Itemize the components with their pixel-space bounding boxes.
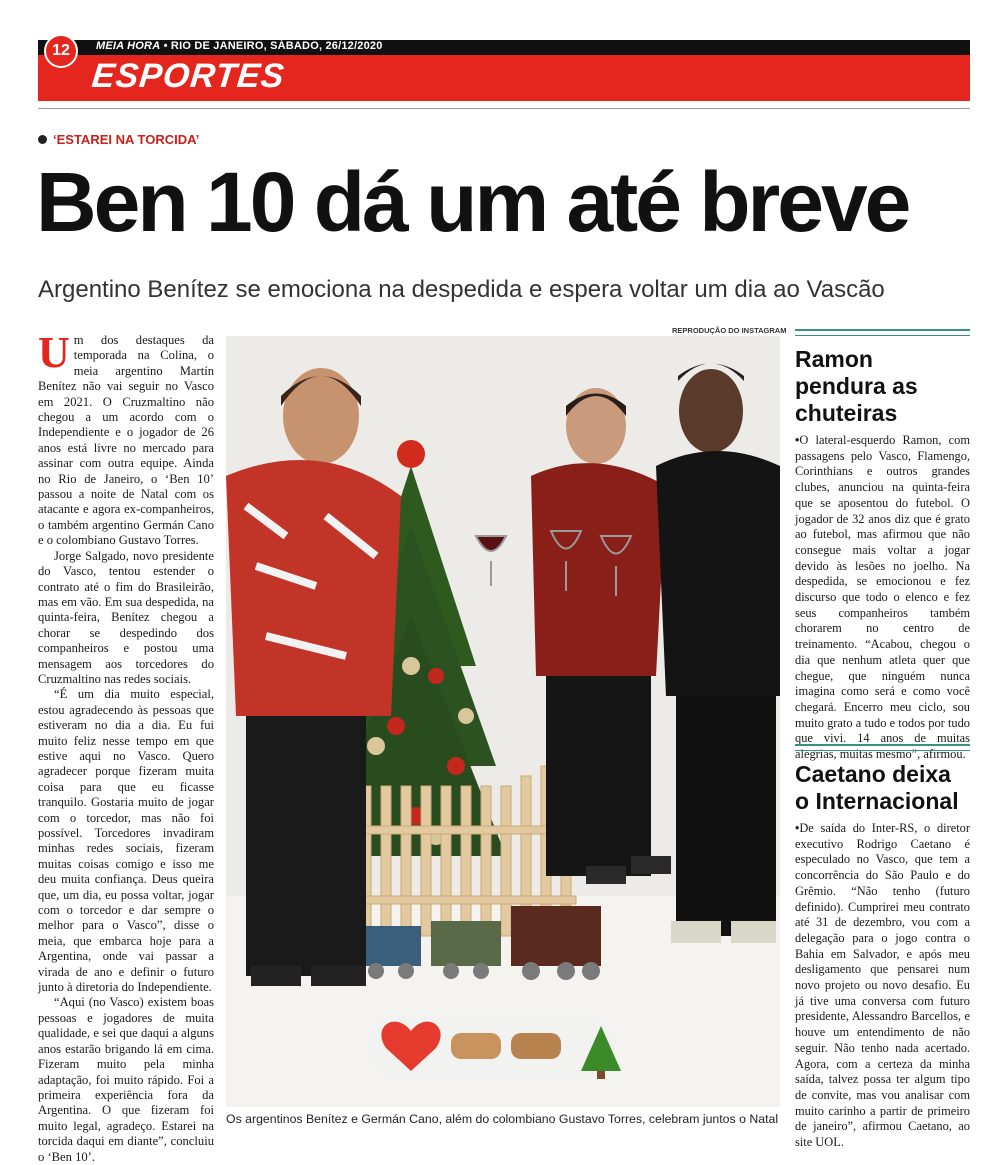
subheadline: Argentino Benítez se emociona na despedida e espera voltar um dia ao Vascão: [38, 276, 885, 303]
page-number: 12: [44, 34, 78, 68]
brand-name: MEIA HORA: [96, 40, 161, 52]
christmas-photo-illustration: [226, 336, 780, 1107]
article-photo: [226, 336, 780, 1107]
headline: Ben 10 dá um até breve: [36, 155, 909, 249]
section-rule: [795, 744, 970, 751]
section-title: ESPORTES: [90, 57, 287, 95]
sidebar-story-ramon: [795, 329, 970, 763]
bullet-icon: [38, 135, 47, 144]
sidebar-title: Caetano deixa o Internacional: [795, 761, 959, 814]
paragraph: “Aqui (no Vasco) existem boas pessoas e jogadores de muita qualidade, e sei que daqui a alguns anos estarão brigando lá em cima. Fizeram muito pela minha adaptação, foi muito rápido. Foi a primeira experiência fora da Argentina. O que fizeram foi muito legal, agradeço. Estarei na torcida daqui em diante”, concluiu o ‘Ben 10’.: [38, 995, 214, 1164]
photo-credit: REPRODUÇÃO DO INSTAGRAM: [672, 326, 787, 335]
article-body: [38, 328, 214, 1165]
paragraph: Um dos destaques da temporada na Colina, o meia argentino Martín Benítez não vai seguir no Vasco em 2021. O Cruzmaltino não chegou a um acordo com o Independiente e o jogador de 26 anos está livre no mercado para assinar com outra equipe. Ainda no Rio de Janeiro, o ‘Ben 10’ passou a noite de Natal com os atacante e agora ex-companheiros, o também argentino Germán Cano e o colombiano Gustavo Torres.: [38, 328, 214, 548]
paragraph: Jorge Salgado, novo presidente do Vasco, tentou estender o contrato até o fim do Brasileirão, mas em vão. Em sua despedida, na quinta-feira, Benítez chegou a chorar se despedindo dos companheiros e postou uma mensagem aos torcedores do Cruzmaltino nas redes sociais.: [38, 548, 214, 686]
sidebar-text: •O lateral-esquerdo Ramon, com passagens pelo Vasco, Flamengo, Corinthians e outros grandes clubes, anunciou na quinta-feira que se aposentou do futebol. O jogador de 32 anos diz que é grato ao futebol, mas afirmou que não consegue mais voltar a jogar devido às lesões no joelho. Na despedida, se emocionou e fez discurso que todo o elenco e fez seus companheiros também chorarem no centro de treinamento. “Acabou, chegou o dia que nenhum atleta quer que chegue, que ninguém nunca imagina como será e como você chegará. Encerro meu ciclo, sou muito grato a tudo e todos por tudo que vivi. 14 anos de muitas alegrias, muitas mesmo”, afirmou.: [795, 433, 970, 762]
dateline-separator: •: [163, 40, 171, 52]
paragraph: “É um dia muito especial, estou agradecendo às pessoas que estiveram no dia a dia. Eu fui muito feliz nesse tempo em que estive aqui no Vasco. Quero agradecer porque fizeram muita coisa para que eu ficasse tranquilo. Gostaria muito de jogar com o torcedor, mas não foi possível. Torcedores invadiram minhas redes sociais, fizeram muitas coisas comigo e isso me deu muita confiança. Deus queira que, um dia, eu possa voltar, jogar com o torcedor e dar sempre o melhor para o Vasco”, disse o meia, que embarca hoje para a Argentina, onde vai passar a virada de ano e definir o futuro junto à diretoria do Independiente.: [38, 687, 214, 995]
dateline: RIO DE JANEIRO, SÁBADO, 26/12/2020: [170, 40, 383, 52]
kicker-text: ‘ESTAREI NA TORCIDA’: [53, 132, 200, 147]
sidebar-title: Ramon pendura as chuteiras: [795, 346, 918, 426]
kicker: [38, 132, 199, 147]
photo-caption: Os argentinos Benítez e Germán Cano, além do colombiano Gustavo Torres, celebram juntos o Natal: [226, 1112, 779, 1126]
header-divider: [38, 108, 970, 109]
masthead: [96, 40, 383, 55]
drop-cap: U: [38, 328, 70, 377]
sidebar-story-caetano: [795, 744, 970, 1151]
section-rule: [795, 329, 970, 336]
sidebar-text: •De saída do Inter-RS, o diretor executivo Rodrigo Caetano é especulado no Vasco, que tem a concorrência do São Paulo e do Grêmio. “Não tenho (futuro definido). Cumprirei meu contrato até 31 de dezembro, vou com a delegação para o jogo contra o Bahia em Salvador, e após meu desligamento que pensarei num novo projeto ou novo desafio. Eu já tive uma conversa com futuro presidente, Alessandro Barcellos, e houve um entendimento de não seguir. Não tenho nada acertado. Agora, com a certeza da minha saída, talvez possa ter algum tipo de convite, mas vou analisar com muito carinho a partir de primeiro de janeiro”, afirmou Caetano, ao site UOL.: [795, 821, 970, 1150]
